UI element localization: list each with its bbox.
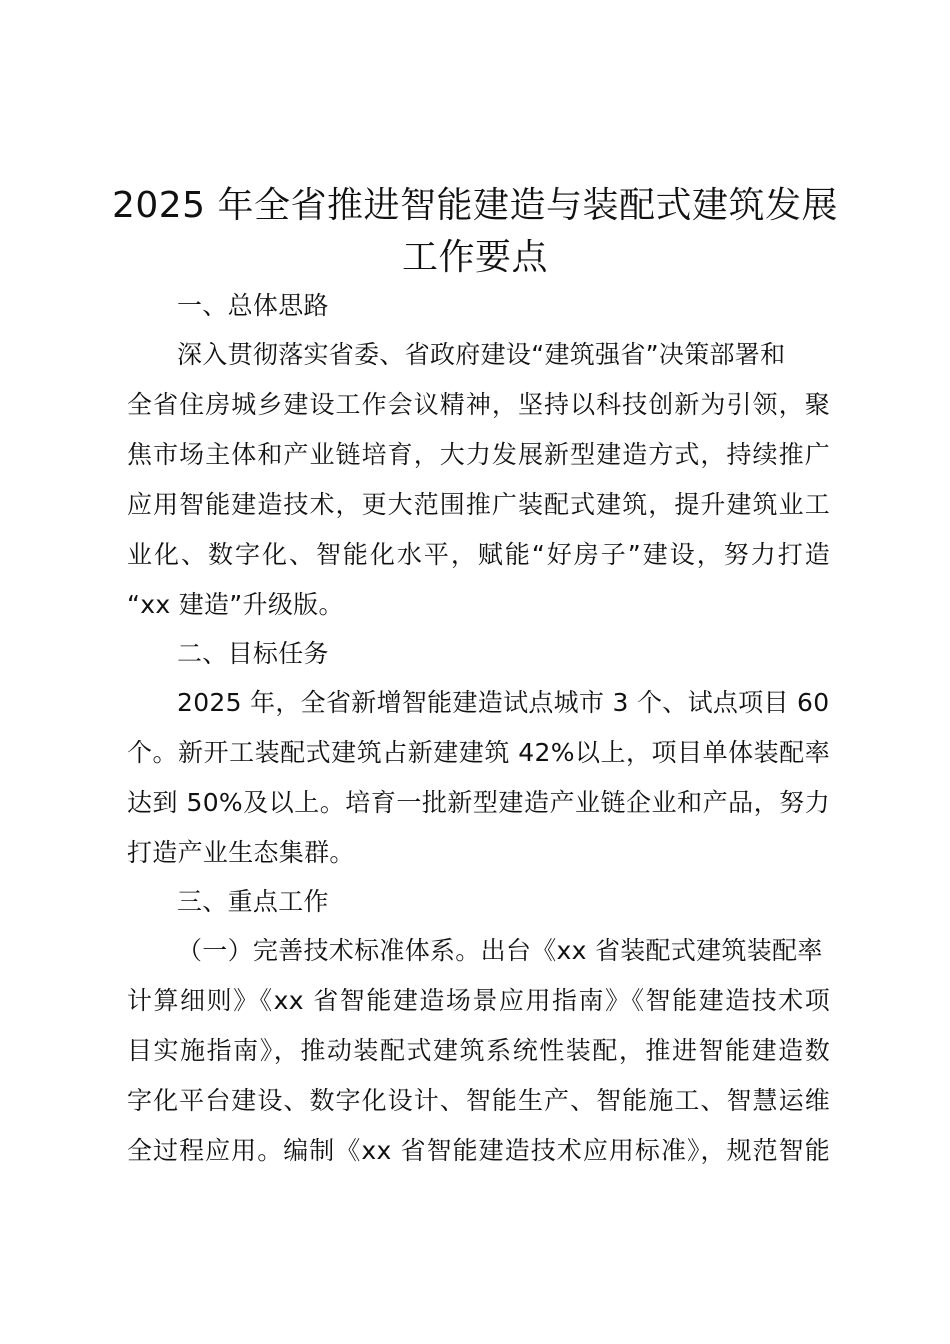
section-2-heading: 二、目标任务 [177,639,329,668]
paragraph-line: 2025 年，全省新增智能建造试点城市 3 个、试点项目 60 [177,688,830,717]
paragraph-line: 应用智能建造技术，更大范围推广装配式建筑，提升建筑业工 [127,490,830,519]
paragraph-line: 业化、数字化、智能化水平，赋能“好房子”建设，努力打造 [127,540,830,569]
paragraph-line: 字化平台建设、数字化设计、智能生产、智能施工、智慧运维 [127,1086,830,1115]
paragraph-line: 目实施指南》，推动装配式建筑系统性装配，推进智能建造数 [127,1036,830,1065]
paragraph-line: 达到 50%及以上。培育一批新型建造产业链企业和产品，努力 [127,788,830,817]
document-title-line-1: 2025 年全省推进智能建造与装配式建筑发展 [111,185,839,226]
section-3-heading: 三、重点工作 [177,887,329,916]
paragraph-line: 焦市场主体和产业链培育，大力发展新型建造方式，持续推广 [127,440,830,469]
paragraph-line: 全过程应用。编制《xx 省智能建造技术应用标准》，规范智能 [127,1136,830,1165]
document-title-line-2: 工作要点 [401,237,548,278]
paragraph-line: 个。新开工装配式建筑占新建建筑 42%以上，项目单体装配率 [127,738,830,767]
paragraph-line: 全省住房城乡建设工作会议精神，坚持以科技创新为引领，聚 [127,390,830,419]
section-1-heading: 一、总体思路 [177,291,329,320]
paragraph-line: （一）完善技术标准体系。出台《xx 省装配式建筑装配率 [177,936,823,965]
paragraph-line: 计算细则》《xx 省智能建造场景应用指南》《智能建造技术项 [127,986,830,1015]
paragraph-line: 深入贯彻落实省委、省政府建设“建筑强省”决策部署和 [177,340,786,369]
paragraph-line: “xx 建造”升级版。 [127,590,344,619]
paragraph-line: 打造产业生态集群。 [127,838,355,867]
